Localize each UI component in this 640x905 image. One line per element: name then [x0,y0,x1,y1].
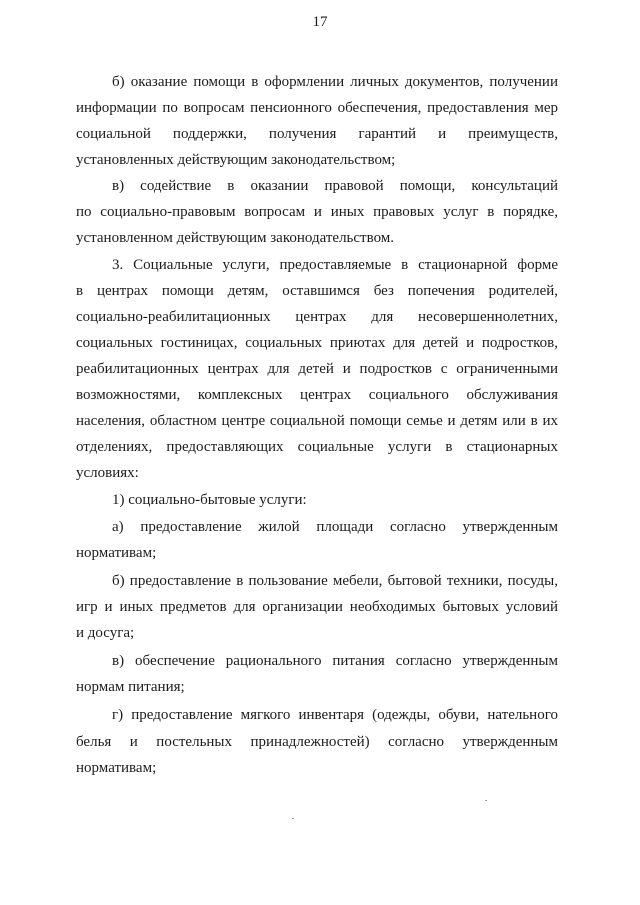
text-line: отделениях, предоставляющих социальные услуги в стационарных [76,439,558,455]
text-line: в) содействие в оказании правовой помощи, консультаций [112,178,558,194]
text-line: нормам питания; [76,679,185,695]
text-line: установленном действующим законодательством. [76,230,395,246]
text-line: социальной поддержки, получения гарантий и преимуществ, [76,126,558,142]
text-line: возможностями, комплексных центрах социального обслуживания [76,387,558,403]
text-line: в центрах помощи детям, оставшимся без попечения родителей, [76,283,558,299]
text-line: условиях: [76,465,139,481]
text-line: информации по вопросам пенсионного обеспечения, предоставления мер [76,100,558,116]
text-line: 3. Социальные услуги, предоставляемые в стационарной форме [112,257,558,273]
text-line: социально-реабилитационных центрах для несовершеннолетних, [76,309,558,325]
page-number: 17 [312,14,328,30]
text-line: по социально-правовым вопросам и иных правовых услуг в порядке, [76,204,558,220]
text-line: установленных действующим законодательством; [76,152,396,168]
text-line: г) предоставление мягкого инвентаря (одежды, обуви, нательного [112,707,558,723]
text-line: б) предоставление в пользование мебели, бытовой техники, посуды, [112,573,558,589]
text-line: нормативам; [76,760,157,776]
scan-speck [485,800,487,801]
text-line: игр и иных предметов для организации необходимых бытовых условий [76,599,558,615]
text-line: белья и постельных принадлежностей) согласно утвержденным [76,734,558,750]
text-line: нормативам; [76,545,157,561]
text-line: социальных гостиницах, социальных приютах для детей и подростков, [76,335,558,351]
text-line: реабилитационных центрах для детей и подростков с ограниченными [76,361,558,377]
text-line: 1) социально-бытовые услуги: [112,492,307,508]
text-line: в) обеспечение рационального питания согласно утвержденным [112,653,558,669]
text-line: и досуга; [76,625,135,641]
text-line: а) предоставление жилой площади согласно утвержденным [112,519,558,535]
text-line: населения, областном центре социальной помощи семье и детям или в их [76,413,558,429]
scan-speck [292,818,294,819]
text-line: б) оказание помощи в оформлении личных документов, получении [112,74,558,90]
